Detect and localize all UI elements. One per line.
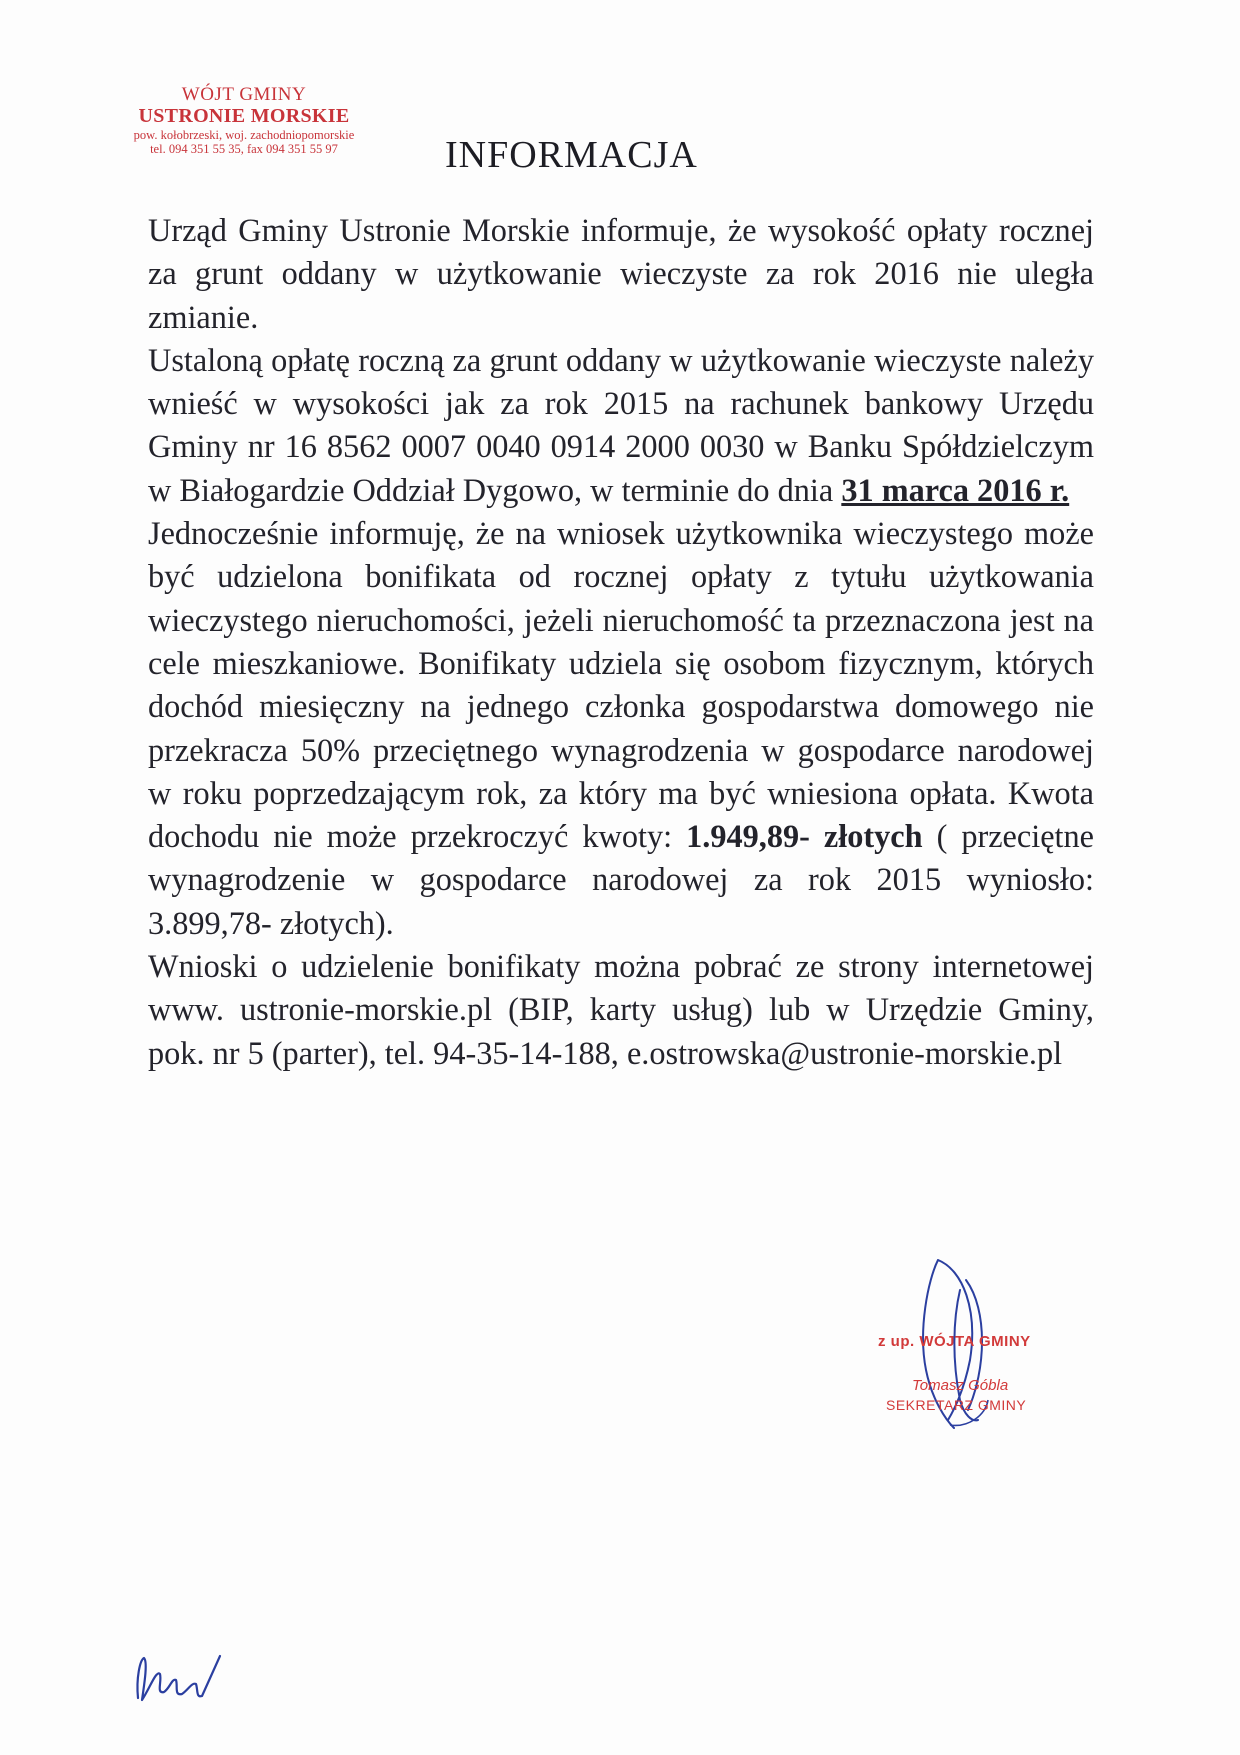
stamp-line-address: pow. kołobrzeski, woj. zachodniopomorskie <box>133 127 355 142</box>
paragraph-payment <box>148 339 1094 512</box>
discount-text-after: ( przeciętne wynagrodzenie w gospodarce narodowej za rok 2015 wyniosło: 3.899,78- złotych). <box>148 818 1094 941</box>
signature-stamp <box>868 1250 1078 1440</box>
paragraph-applications <box>148 945 1094 1075</box>
applications-text: Wnioski o udzielenie bonifikaty można pobrać ze strony internetowej www. ustronie-morskie.pl (BIP, karty usług) lub w Urzędzie Gminy, pok. nr 5 (parter), tel. 94-35-14-188, <box>148 948 1094 1071</box>
payment-text: Ustaloną opłatę roczną za grunt oddany w użytkowanie wieczyste należy wnieść w wysokości jak za rok 2015 na rachunek bankowy Urzędu Gminy nr 16 8562 0007 0040 0914 2000 0030 w Banku Spółdzielczym w Białogardzie Oddział Dygowo, w terminie do dnia <box>148 341 1094 508</box>
paragraph-fee-unchanged: Urząd Gminy Ustronie Morskie informuje, że wysokość opłaty rocznej za grunt oddany w użytkowanie wieczyste za rok 2016 nie uległa zmianie. <box>148 212 1094 335</box>
payment-deadline: 31 marca 2016 r. <box>841 471 1070 508</box>
paragraph-discount <box>148 512 1094 945</box>
municipality-stamp <box>104 84 384 156</box>
signature-stamp-name: Tomasz Góbla <box>912 1377 1009 1394</box>
document-title: INFORMACJA <box>445 134 698 176</box>
income-limit-amount: 1.949,89- złotych <box>686 818 923 855</box>
initials-signature-icon <box>130 1648 230 1708</box>
contact-email: e.ostrowska@ustronie-morskie.pl <box>626 1034 1063 1071</box>
stamp-line-municipality: USTRONIE MORSKIE <box>138 105 350 128</box>
stamp-line-phone: tel. 094 351 55 35, fax 094 351 55 97 <box>150 141 338 156</box>
signature-stamp-authority: z up. WÓJTA GMINY <box>878 1333 1031 1350</box>
signature-stamp-position: SEKRETARZ GMINY <box>886 1397 1027 1413</box>
discount-text: Jednocześnie informuję, że na wniosek użytkownika wieczystego może być udzielona bonifikata od rocznej opłaty z tytułu użytkowania wieczystego nieruchomości, jeżeli nieruchomość ta przeznaczona jest na cele mieszkaniowe. Bonifikaty udziela się osobom fizycznym, których dochód miesięczny na jednego członka gospodarstwa domowego nie przekracza 50% przeciętnego wynagrodzenia w gospodarce narodowej w roku poprzedzającym rok, za który ma być wniesiona opłata. Kwota dochodu nie może przekroczyć kwoty: <box>148 515 1094 855</box>
document-body <box>148 209 1094 1075</box>
stamp-line-office: WÓJT GMINY <box>181 84 307 105</box>
